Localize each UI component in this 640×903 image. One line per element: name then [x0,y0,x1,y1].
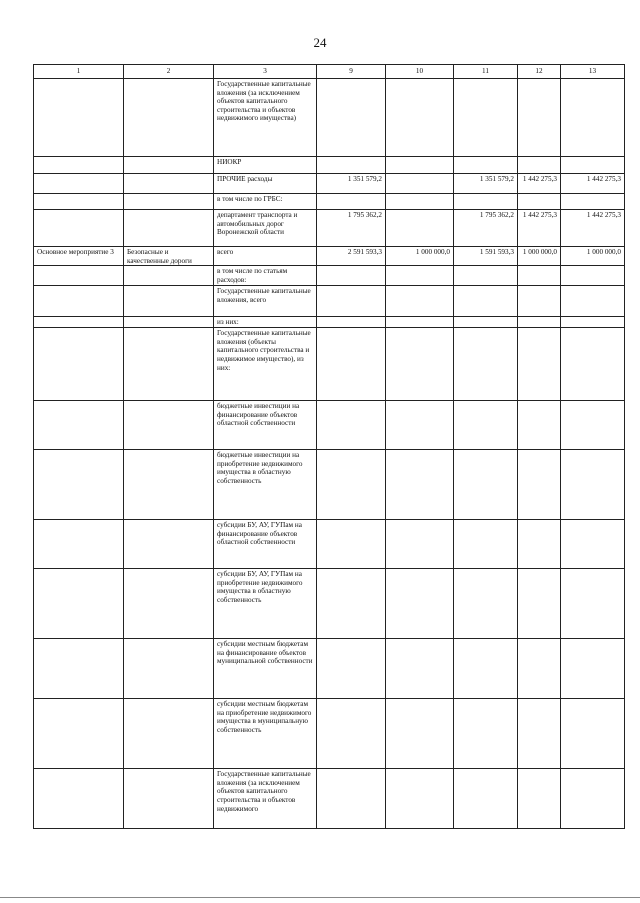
table-row [34,266,625,286]
table-cell-value [386,520,454,569]
table-cell-text: в том числе по статьям расходов: [214,266,317,286]
table-cell-value [518,328,561,401]
table-row [34,174,625,194]
table-cell-value [386,194,454,210]
table-cell-text: всего [214,247,317,266]
table-row [34,328,625,401]
table-cell-value: 1 442 275,3 [561,210,625,247]
table-row [34,520,625,569]
table-cell-text: НИОКР [214,157,317,174]
table-cell-text [34,450,124,520]
table-cell-text [124,286,214,317]
table-cell-value [518,194,561,210]
table-cell-text: ПРОЧИЕ расходы [214,174,317,194]
table-cell-text: Государственные капитальные вложения (за исключением объектов капитального строительства и объектов недвижимого имущества) [214,79,317,157]
col-header: 9 [317,65,386,79]
table-cell-value [386,266,454,286]
table-cell-value [561,194,625,210]
table-cell-value [561,266,625,286]
table-cell-value [386,450,454,520]
table-cell-value [518,317,561,328]
table-cell-value [454,639,518,699]
page-number: 24 [313,35,327,50]
table-row [34,769,625,829]
table-cell-text [124,520,214,569]
table-cell-text: Государственные капитальные вложения (за исключением объектов капитального строительства и объектов недвижимого [214,769,317,829]
table-cell-text [124,317,214,328]
table-cell-value [518,79,561,157]
col-header: 1 [34,65,124,79]
page-bottom-rule [0,897,640,898]
table-cell-value [454,286,518,317]
table-cell-text [34,328,124,401]
table-cell-value [561,450,625,520]
table-cell-text: субсидии местным бюджетам на финансирование объектов муниципальной собственности [214,639,317,699]
table-cell-value: 1 442 275,3 [518,174,561,194]
table-cell-text [34,520,124,569]
table-cell-value [454,569,518,639]
table-cell-text: субсидии местным бюджетам на приобретение недвижимого имущества в муниципальную собственность [214,699,317,769]
table-cell-value [518,401,561,450]
table-cell-value [561,157,625,174]
table-cell-value [518,520,561,569]
table-cell-value [454,266,518,286]
table-cell-text [34,157,124,174]
table-cell-value [518,286,561,317]
table-cell-value [317,79,386,157]
table-cell-text [34,401,124,450]
table-cell-text [124,569,214,639]
table-cell-value [386,569,454,639]
table-cell-value [454,450,518,520]
table-cell-text [124,79,214,157]
table-cell-value [386,639,454,699]
table-row [34,699,625,769]
table-cell-value: 1 442 275,3 [518,210,561,247]
table-cell-value [386,286,454,317]
table-cell-value: 1 000 000,0 [561,247,625,266]
table-cell-text [34,317,124,328]
col-header: 2 [124,65,214,79]
table-cell-text: Безопасные и качественные дороги [124,247,214,266]
table-cell-text: в том числе по ГРБС: [214,194,317,210]
table-row [34,194,625,210]
table-cell-value [386,79,454,157]
table-cell-value: 1 351 579,2 [454,174,518,194]
table-cell-text [124,639,214,699]
table-cell-value [454,317,518,328]
table-cell-value [454,401,518,450]
header-row [34,65,625,79]
table-cell-value: 1 000 000,0 [518,247,561,266]
table-cell-value [317,157,386,174]
table-cell-value [317,328,386,401]
col-header: 11 [454,65,518,79]
table-cell-value [317,286,386,317]
table-cell-value [518,639,561,699]
table-cell-text [34,769,124,829]
table-row [34,317,625,328]
table-row [34,157,625,174]
table-cell-value [386,174,454,194]
table-cell-text [34,194,124,210]
table-cell-value [317,317,386,328]
table-cell-value [454,79,518,157]
table-cell-text [124,699,214,769]
table-row [34,210,625,247]
table-cell-text [124,174,214,194]
table-cell-value [317,639,386,699]
table-row [34,247,625,266]
table-cell-value: 1 795 362,2 [317,210,386,247]
table-cell-value [561,639,625,699]
table-cell-text: Основное мероприятие 3 [34,247,124,266]
table-cell-text [124,266,214,286]
col-header: 10 [386,65,454,79]
table-cell-value [317,194,386,210]
col-header: 12 [518,65,561,79]
table-cell-value [518,266,561,286]
table-cell-value [561,569,625,639]
table-cell-value [561,699,625,769]
table-cell-value [317,699,386,769]
table-cell-value [561,520,625,569]
table-cell-text [34,210,124,247]
table-row [34,569,625,639]
table-cell-value [454,520,518,569]
table-cell-text [34,79,124,157]
table-cell-value [518,569,561,639]
table-row [34,79,625,157]
table-cell-value [454,328,518,401]
table-row [34,401,625,450]
table-cell-value [386,317,454,328]
table-cell-text [34,286,124,317]
table-cell-text: бюджетные инвестиции на финансирование объектов областной собственности [214,401,317,450]
table-cell-text [124,210,214,247]
table-cell-text [124,328,214,401]
table-cell-value [317,266,386,286]
table-cell-value [561,401,625,450]
table-cell-text: из них: [214,317,317,328]
table-cell-value [317,520,386,569]
table-cell-value: 2 591 593,3 [317,247,386,266]
table-cell-value [518,769,561,829]
table-row [34,639,625,699]
table-row [34,286,625,317]
table-cell-value [518,450,561,520]
col-header: 3 [214,65,317,79]
table-cell-text [124,450,214,520]
table-cell-text: субсидии БУ, АУ, ГУПам на приобретение недвижимого имущества в областную собственность [214,569,317,639]
table-cell-text [34,174,124,194]
table-cell-value [317,401,386,450]
table-cell-value [454,699,518,769]
table-cell-text: департамент транспорта и автомобильных дорог Воронежской области [214,210,317,247]
table-cell-value [386,210,454,247]
table-cell-value [454,157,518,174]
table-cell-value [386,769,454,829]
table-cell-value [454,769,518,829]
col-header: 13 [561,65,625,79]
table-cell-value [386,699,454,769]
table-cell-value [386,328,454,401]
table-cell-value [518,157,561,174]
table-cell-text: Государственные капитальные вложения (объекты капитального строительства и недвижимое имущество), из них: [214,328,317,401]
table-cell-text [34,569,124,639]
table-cell-value [518,699,561,769]
table-cell-text [34,699,124,769]
table-cell-value [561,769,625,829]
table-cell-text [34,266,124,286]
table-cell-text [124,157,214,174]
table-cell-text [124,401,214,450]
budget-table [33,64,625,829]
table-cell-value [454,194,518,210]
table-cell-value: 1 442 275,3 [561,174,625,194]
table-cell-value [561,286,625,317]
table-cell-value [317,450,386,520]
table-cell-value [561,79,625,157]
table-row [34,450,625,520]
table-cell-text: бюджетные инвестиции на приобретение недвижимого имущества в областную собственность [214,450,317,520]
table-cell-text [34,639,124,699]
table-cell-text [124,194,214,210]
table-cell-value [561,317,625,328]
table-cell-value: 1 351 579,2 [317,174,386,194]
table-cell-text: субсидии БУ, АУ, ГУПам на финансирование объектов областной собственности [214,520,317,569]
table-cell-text: Государственные капитальные вложения, всего [214,286,317,317]
table-cell-value: 1 591 593,3 [454,247,518,266]
table-cell-value [561,328,625,401]
table-cell-value [317,569,386,639]
table-cell-value: 1 795 362,2 [454,210,518,247]
table-cell-text [124,769,214,829]
table-cell-value [386,157,454,174]
table-cell-value [386,401,454,450]
table-cell-value: 1 000 000,0 [386,247,454,266]
table-cell-value [317,769,386,829]
